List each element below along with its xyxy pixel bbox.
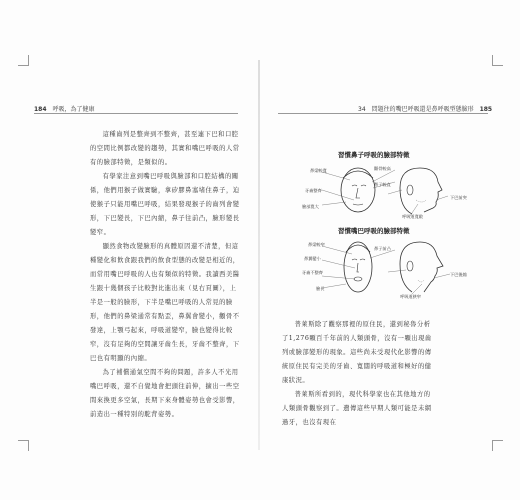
crop-mark	[18, 55, 29, 66]
left-paragraph: 這種齒列是整齊到不整齊，甚至連下巴和口腔的空間比例都改變的趨勢，其實和嘴巴呼吸的人常有的臉部特徵，是類似的。	[90, 131, 240, 166]
right-running-head	[358, 104, 492, 113]
right-paragraph: 普萊斯除了觀察那裡的原住民，還到秘魯分析了1,276顆百千年前的人類頭骨，沒有一顆出現齒列或臉部變形的現象。這些尚未受現代化影響的傳統原住民有完美的牙齒、寬闊的呼吸道和極好的健康狀況。	[282, 321, 432, 384]
figure-label: 臉長	[316, 286, 325, 291]
crop-mark	[492, 440, 503, 451]
crop-mark	[18, 440, 29, 451]
figure-label: 臉部寬大	[302, 204, 319, 209]
left-page-number: 184	[34, 106, 47, 113]
figure-label: 呼吸道狹窄	[400, 294, 421, 299]
figure-label: 下巴前突	[450, 195, 467, 200]
left-paragraph: 顯然食物改變臉形的真體原因還不清楚，但這種變化和飲食跟我們的飲食型態的改變是相近的，而常用嘴巴呼吸的人也有類似的特徵。我讀西美醫生跟十幾個孩子比較對比進出來（見右頁圖），上半是一般的臉形，下半是嘴巴呼吸的人常見的臉形，他們的鼻梁通常有點歪，鼻翼會變小，顴骨不發達，上顎弓起來，呼吸道變窄，臉也變得比較窄，沒有足夠的空間讓牙齒生長，牙齒不整齊，下巴也有明顯的內縮。	[90, 243, 240, 362]
figure-label: 鼻子前凸	[374, 246, 391, 251]
right-paragraph: 普萊斯所看到的，現代科學家也在其他地方的人類頭骨觀察到了。遺傳這些早期人類可能是未網過牙，也沒有現在	[282, 391, 432, 426]
right-header-rule	[278, 113, 488, 114]
figure-label: 下巴後縮	[450, 272, 467, 277]
figure-label: 牙齒不整齊	[302, 270, 323, 275]
figure-label: 顴骨較高	[374, 166, 391, 171]
right-page-number: 185	[479, 106, 493, 113]
left-body-text	[90, 128, 240, 422]
left-paragraph: 有學家注意到嘴巴呼吸與臉部和口腔結構的關係，他們用猴子做實驗，拿矽膠鼻塞堵住鼻子，迫使猴子只能用嘴巴呼吸，結果發現猴子的齒列會變形，下巴變長，下巴內縮，鼻子往前凸，臉形變長變窄。	[90, 173, 240, 236]
left-header-rule	[34, 113, 238, 114]
figure-label: 鼻梁較寬	[310, 168, 327, 173]
figure-top-caption: 習慣鼻子呼吸的臉部特徵	[338, 151, 410, 159]
left-running-head	[34, 104, 94, 113]
figure-label: 鼻梁較窄	[308, 242, 325, 247]
crop-mark	[492, 55, 503, 66]
left-paragraph: 為了補償通氣空間不夠的問題，許多人不光用嘴巴呼吸，還不自覺地會把頭往前伸，擴出一些空間來換更多空氣，長期下來身體姿勢也會受影響，前造出一種特別的駝背姿勢。	[90, 369, 240, 418]
right-body-text	[282, 318, 432, 430]
figure-label: 鼻翼變小	[304, 256, 321, 261]
right-running-head-title: 34 問題往的嘴巴呼吸還是鼻呼吸型態臉形	[358, 106, 474, 113]
figure-label: 鼻子較直	[374, 182, 391, 187]
mouth-breather-face-illustration	[300, 236, 480, 296]
figure-label: 呼吸道寬敞	[402, 214, 423, 219]
gutter-shadow	[258, 60, 260, 450]
figure-bottom-caption: 習慣嘴巴呼吸的臉部特徵	[338, 227, 410, 235]
figure-label: 牙齒整齊	[305, 188, 322, 193]
left-running-head-title: 呼吸，為了健康	[52, 106, 95, 113]
